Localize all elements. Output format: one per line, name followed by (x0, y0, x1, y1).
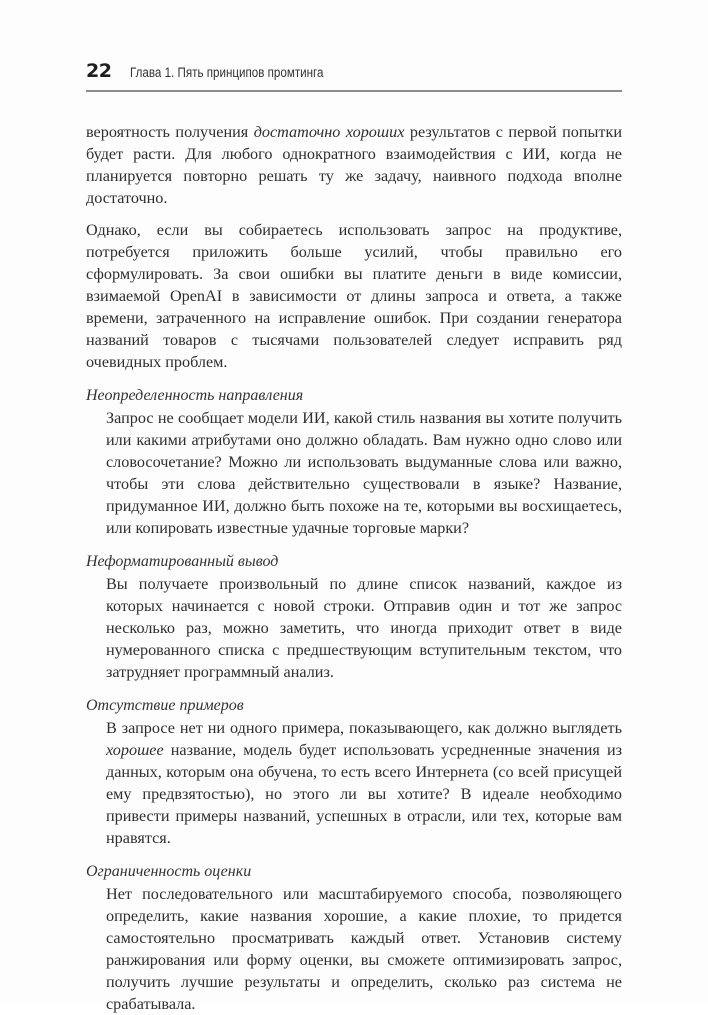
section-body: Нет последовательного или масштабируемого способа, позволяющего определить, какие названия хорошие, а какие плохие, то придется самостоятельно просматривать каждый ответ. Установив систему ранжирования или форму оценки, вы сможете оптимизировать запрос, получить лучшие результаты и определить, сколько раз система не срабатывала. (106, 885, 622, 1013)
section-body: Вы получаете произвольный по длине список названий, каждое из которых начинается с новой строки. Отправив один и тот же запрос несколько раз, можно заметить, что иногда приходит ответ в виде нумерованного списка с предшествующим вступительным текстом, что затрудняет программный анализ. (106, 575, 622, 681)
section-title: Неопределенность направления (86, 387, 304, 404)
section-unformatted-output (86, 551, 622, 683)
section-title: Отсутствие примеров (86, 697, 244, 714)
page-body (86, 121, 622, 1015)
intro-paragraph-2: Однако, если вы собираетесь использовать запрос на продуктиве, потребуется приложить больше усилий, чтобы правильно его сформулировать. За свои ошибки вы платите деньги в виде комиссии, взимаемой OpenAI в зависимости от длины запроса и ответа, а также времени, затраченного на исправление ошибок. При создании генератора названий товаров с тысячами пользователей следует исправить ряд очевидных проблем. (86, 221, 622, 371)
running-header (86, 60, 622, 92)
body-before: В запросе нет ни одного примера, показывающего, как должно выглядеть (106, 719, 622, 737)
section-title: Неформатированный вывод (86, 553, 279, 570)
page-number: 22 (86, 60, 112, 82)
section-body (106, 717, 622, 849)
intro-paragraph-1 (86, 121, 622, 209)
intro-p1-before: вероятность получения (86, 123, 254, 141)
section-limited-evaluation (86, 861, 622, 1015)
section-title: Ограниченность оценки (86, 863, 252, 880)
body-after: название, модель будет использовать усредненные значения из данных, которым она обучена, то есть всего Интернета (со всей присущей ему предвзятостью), но этого ли вы хотите? В идеале необходимо привести примеры названий, успешных в отрасли, или тех, которые вам нравятся. (106, 741, 622, 847)
emphasis-good-enough: достаточно хороших (253, 123, 405, 141)
emphasis-good: хорошее (106, 741, 164, 759)
section-body: Запрос не сообщает модели ИИ, какой стиль названия вы хотите получить или какими атрибутами оно должно обладать. Вам нужно одно слово или словосочетание? Можно ли использовать выдуманные слова или важно, чтобы эти слова действительно существовали в языке? Название, придуманное ИИ, должно быть похоже на те, которыми вы восхищаетесь, или копировать известные удачные торговые марки? (106, 409, 622, 537)
section-missing-examples (86, 695, 622, 849)
chapter-title: Глава 1. Пять принципов промтинга (130, 65, 324, 80)
section-unclear-direction (86, 385, 622, 539)
intro-p1-after: результатов с первой попытки будет расти. Для любого однократного взаимодействия с ИИ, когда не планируется повторно решать ту же задачу, наивного подхода вполне достаточно. (86, 123, 623, 207)
